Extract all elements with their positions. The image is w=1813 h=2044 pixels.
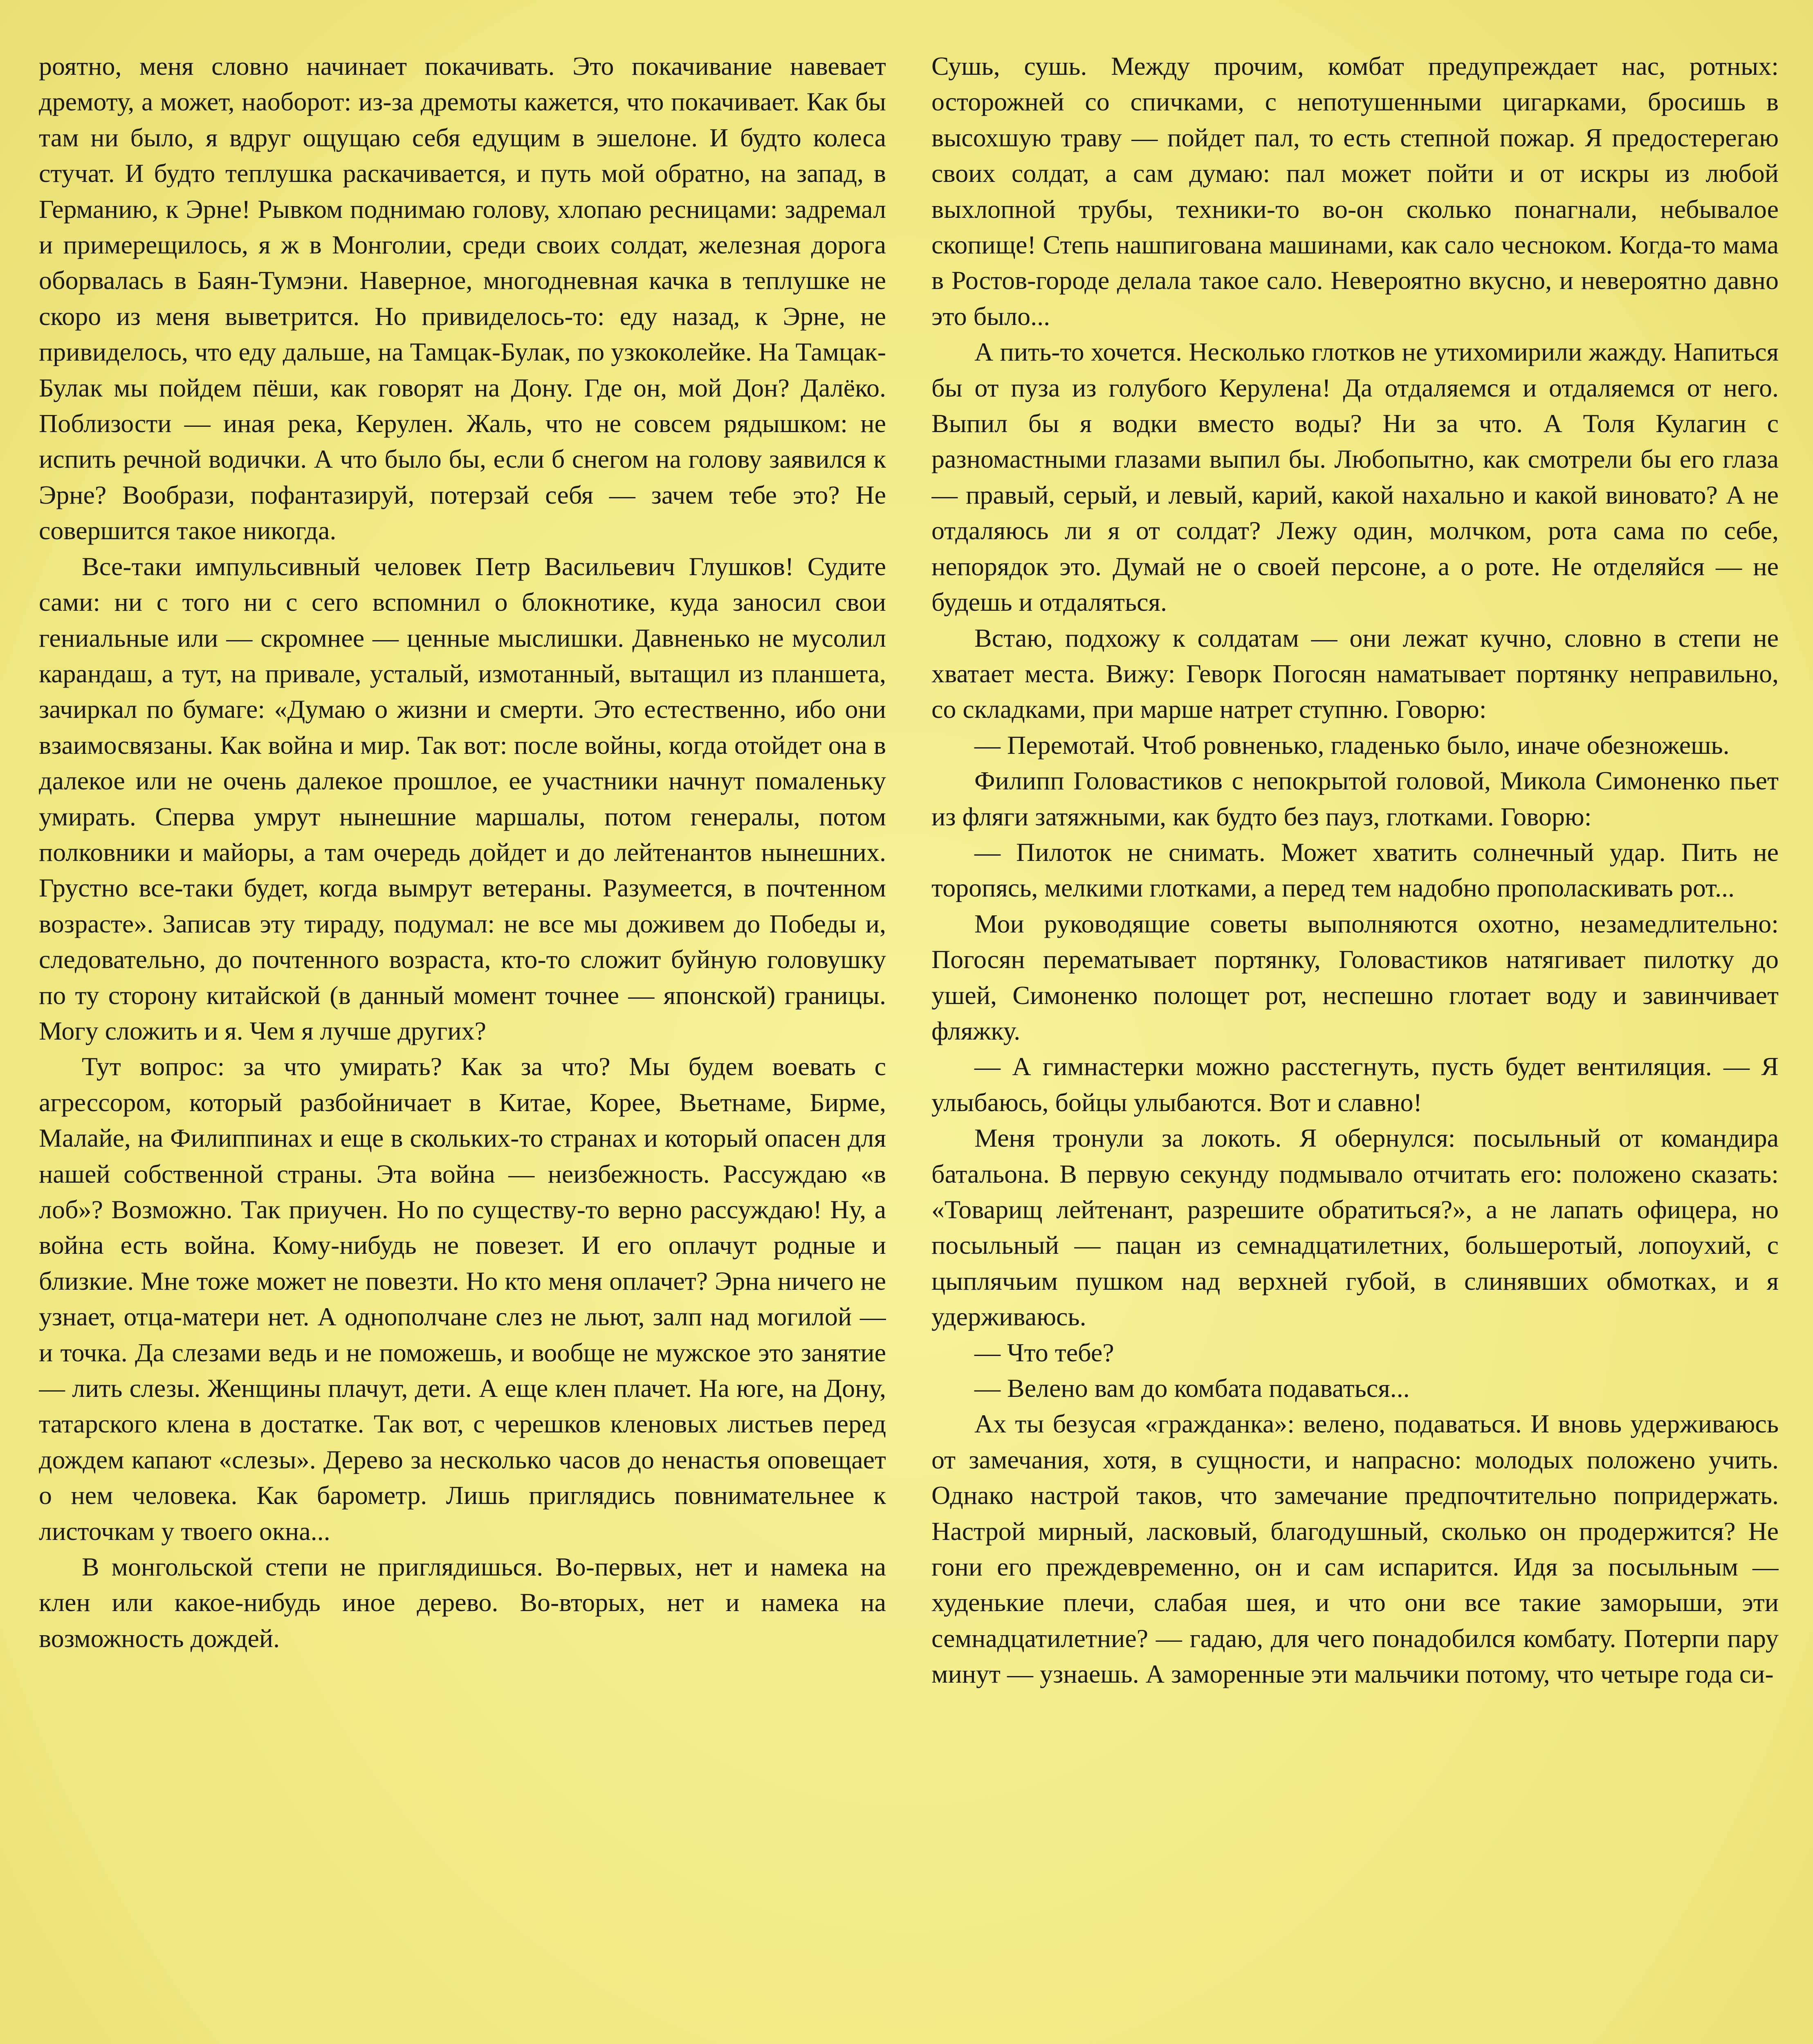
- paragraph: — Что тебе?: [974, 1338, 1114, 1367]
- paragraph: Встаю, подхожу к солдатам — они лежат кучно, словно в степи не хватает места. Вижу: Геворк Погосян наматывает портянку неправильно, со складками, при марше натрет ступню. Говорю:: [931, 623, 1779, 724]
- paragraph: — А гимнастерки можно расстегнуть, пусть будет вентиляция. — Я улыбаюсь, бойцы улыбаются. Вот и славно!: [931, 1052, 1779, 1117]
- paragraph: Все-таки импульсивный человек Петр Васильевич Глушков! Судите сами: ни с того ни с сего вспомнил о блокнотике, куда заносил свои гениальные или — скромнее — ценные мыслишки. Давненько не мусолил карандаш, а тут, на привале, усталый, измотанный, вытащил из планшета, зачиркал по бумаге: «Думаю о жизни и смерти. Это естественно, ибо они взаимосвязаны. Как война и мир. Так вот: после войны, когда отойдет она в далекое или не очень далекое прошлое, ее участники начнут помаленьку умирать. Сперва умрут нынешние маршалы, потом генералы, потом полковники и майоры, а там очередь дойдет и до лейтенантов нынешних. Грустно все-таки будет, когда вымрут ветераны. Разумеется, в почтенном возрасте». Записав эту тираду, подумал: не все мы доживем до Победы и, следовательно, до почтенного возраста, кто-то сложит буйную головушку по ту сторону китайской (в данный момент точнее — японской) границы. Могу сложить и я. Чем я лучше других?: [39, 551, 886, 1045]
- paragraph: Меня тронули за локоть. Я обернулся: посыльный от командира батальона. В первую секунду подмывало отчитать его: положено сказать: «Товарищ лейтенант, разрешите обратиться?», а не лапать офицера, но посыльный — пацан из семнадцатилетних, большеротый, лопоухий, с цыплячьим пушком над верхней губой, в слинявших обмотках, и я удерживаюсь.: [931, 1123, 1779, 1331]
- paragraph: — Велено вам до комбата подаваться...: [974, 1374, 1410, 1403]
- text-column-left: [39, 48, 886, 2044]
- paragraph: Филипп Головастиков с непокрытой головой, Микола Симоненко пьет из фляги затяжными, как будто без пауз, глотками. Говорю:: [931, 766, 1779, 831]
- paragraph: В монгольской степи не приглядишься. Во-первых, нет и намека на клен или какое-нибудь иное дерево. Во-вторых, нет и намека на возможность дождей.: [39, 1552, 886, 1653]
- paragraph: Мои руководящие советы выполняются охотно, незамедлительно: Погосян перематывает портянку, Головастиков натягивает пилотку до ушей, Симоненко полощет рот, неспешно глотает воду и завинчивает фляжку.: [931, 909, 1779, 1045]
- paragraph: Сушь, сушь. Между прочим, комбат предупреждает нас, ротных: осторожней со спичками, с непотушенными цигарками, бросишь в высохшую траву — пойдет пал, то есть степной пожар. Я предостерегаю своих солдат, а сам думаю: пал может пойти и от искры из любой выхлопной трубы, техники-то во-он сколько понагнали, небывалое скопище! Степь нашпигована машинами, как сало чесноком. Когда-то мама в Ростов-городе делала такое сало. Невероятно вкусно, и невероятно давно это было...: [931, 52, 1779, 331]
- paragraph: Тут вопрос: за что умирать? Как за что? Мы будем воевать с агрессором, который разбойничает в Китае, Корее, Вьетнаме, Бирме, Малайе, на Филиппинах и еще в скольких-то странах и который опасен для нашей собственной страны. Эта война — неизбежность. Рассуждаю «в лоб»? Возможно. Так приучен. Но по существу-то верно рассуждаю! Ну, а война есть война. Кому-нибудь не повезет. И его оплачут родные и близкие. Мне тоже может не повезти. Но кто меня оплачет? Эрна ничего не узнает, отца-матери нет. А однополчане слез не льют, залп над могилой — и точка. Да слезами ведь и не поможешь, и вообще не мужское это занятие — лить слезы. Женщины плачут, дети. А еще клен плачет. На юге, на Дону, татарского клена в достатке. Так вот, с черешков кленовых листьев перед дождем капают «слезы». Дерево за несколько часов до ненастья оповещает о нем человека. Как барометр. Лишь приглядись повнимательнее к листочкам у твоего окна...: [39, 1052, 886, 1546]
- paragraph: А пить-то хочется. Несколько глотков не утихомирили жажду. Напиться бы от пуза из голубого Керулена! Да отдаляемся и отдаляемся от него. Выпил бы я водки вместо воды? Ни за что. А Толя Кулагин с разномастными глазами выпил бы. Любопытно, как смотрели бы его глаза — правый, серый, и левый, карий, какой нахально и какой виновато? А не отдаляюсь ли я от солдат? Лежу один, молчком, рота сама по себе, непорядок это. Думай не о своей персоне, а о роте. Не отделяйся — не будешь и отдаляться.: [931, 337, 1779, 617]
- paragraph: Ах ты безусая «гражданка»: велено, подаваться. И вновь удерживаюсь от замечания, хотя, в сущности, и напрасно: молодых положено учить. Однако настрой таков, что замечание предпочтительно попридержать. Настрой мирный, ласковый, благодушный, сколько он продержится? Не гони его преждевременно, он и сам испарится. Идя за посыльным — худенькие плечи, слабая шея, и что они все такие заморыши, эти семнадцатилетние? — гадаю, для чего понадобился комбату. Потерпи пару минут — узнаешь. А заморенные эти мальчики потому, что четыре года си-: [931, 1409, 1779, 1689]
- paragraph: роятно, меня словно начинает покачивать. Это покачивание навевает дремоту, а может, наоборот: из-за дремоты кажется, что покачивает. Как бы там ни было, я вдруг ощущаю себя едущим в эшелоне. И будто колеса стучат. И будто теплушка раскачивается, и путь мой обратно, на запад, в Германию, к Эрне! Рывком поднимаю голову, хлопаю ресницами: задремал и примерещилось, я ж в Монголии, среди своих солдат, железная дорога оборвалась в Баян-Тумэни. Наверное, многодневная качка в теплушке не скоро из меня выветрится. Но привиделось-то: еду назад, к Эрне, не привиделось, что еду дальше, на Тамцак-Булак, по узкоколейке. На Тамцак-Булак мы пойдем пёши, как говорят на Дону. Где он, мой Дон? Далёко. Поблизости — иная река, Керулен. Жаль, что не совсем рядышком: не испить речной водички. А что было бы, если б снегом на голову заявился к Эрне? Вообрази, пофантазируй, потерзай себя — зачем тебе это? Не совершится такое никогда.: [39, 52, 886, 545]
- paragraph: — Пилоток не снимать. Может хватить солнечный удар. Пить не торопясь, мелкими глотками, а перед тем надобно прополаскивать рот...: [931, 837, 1779, 903]
- text-column-right: [931, 48, 1779, 2044]
- paragraph: — Перемотай. Чтоб ровненько, гладенько было, иначе обезножешь.: [974, 730, 1730, 760]
